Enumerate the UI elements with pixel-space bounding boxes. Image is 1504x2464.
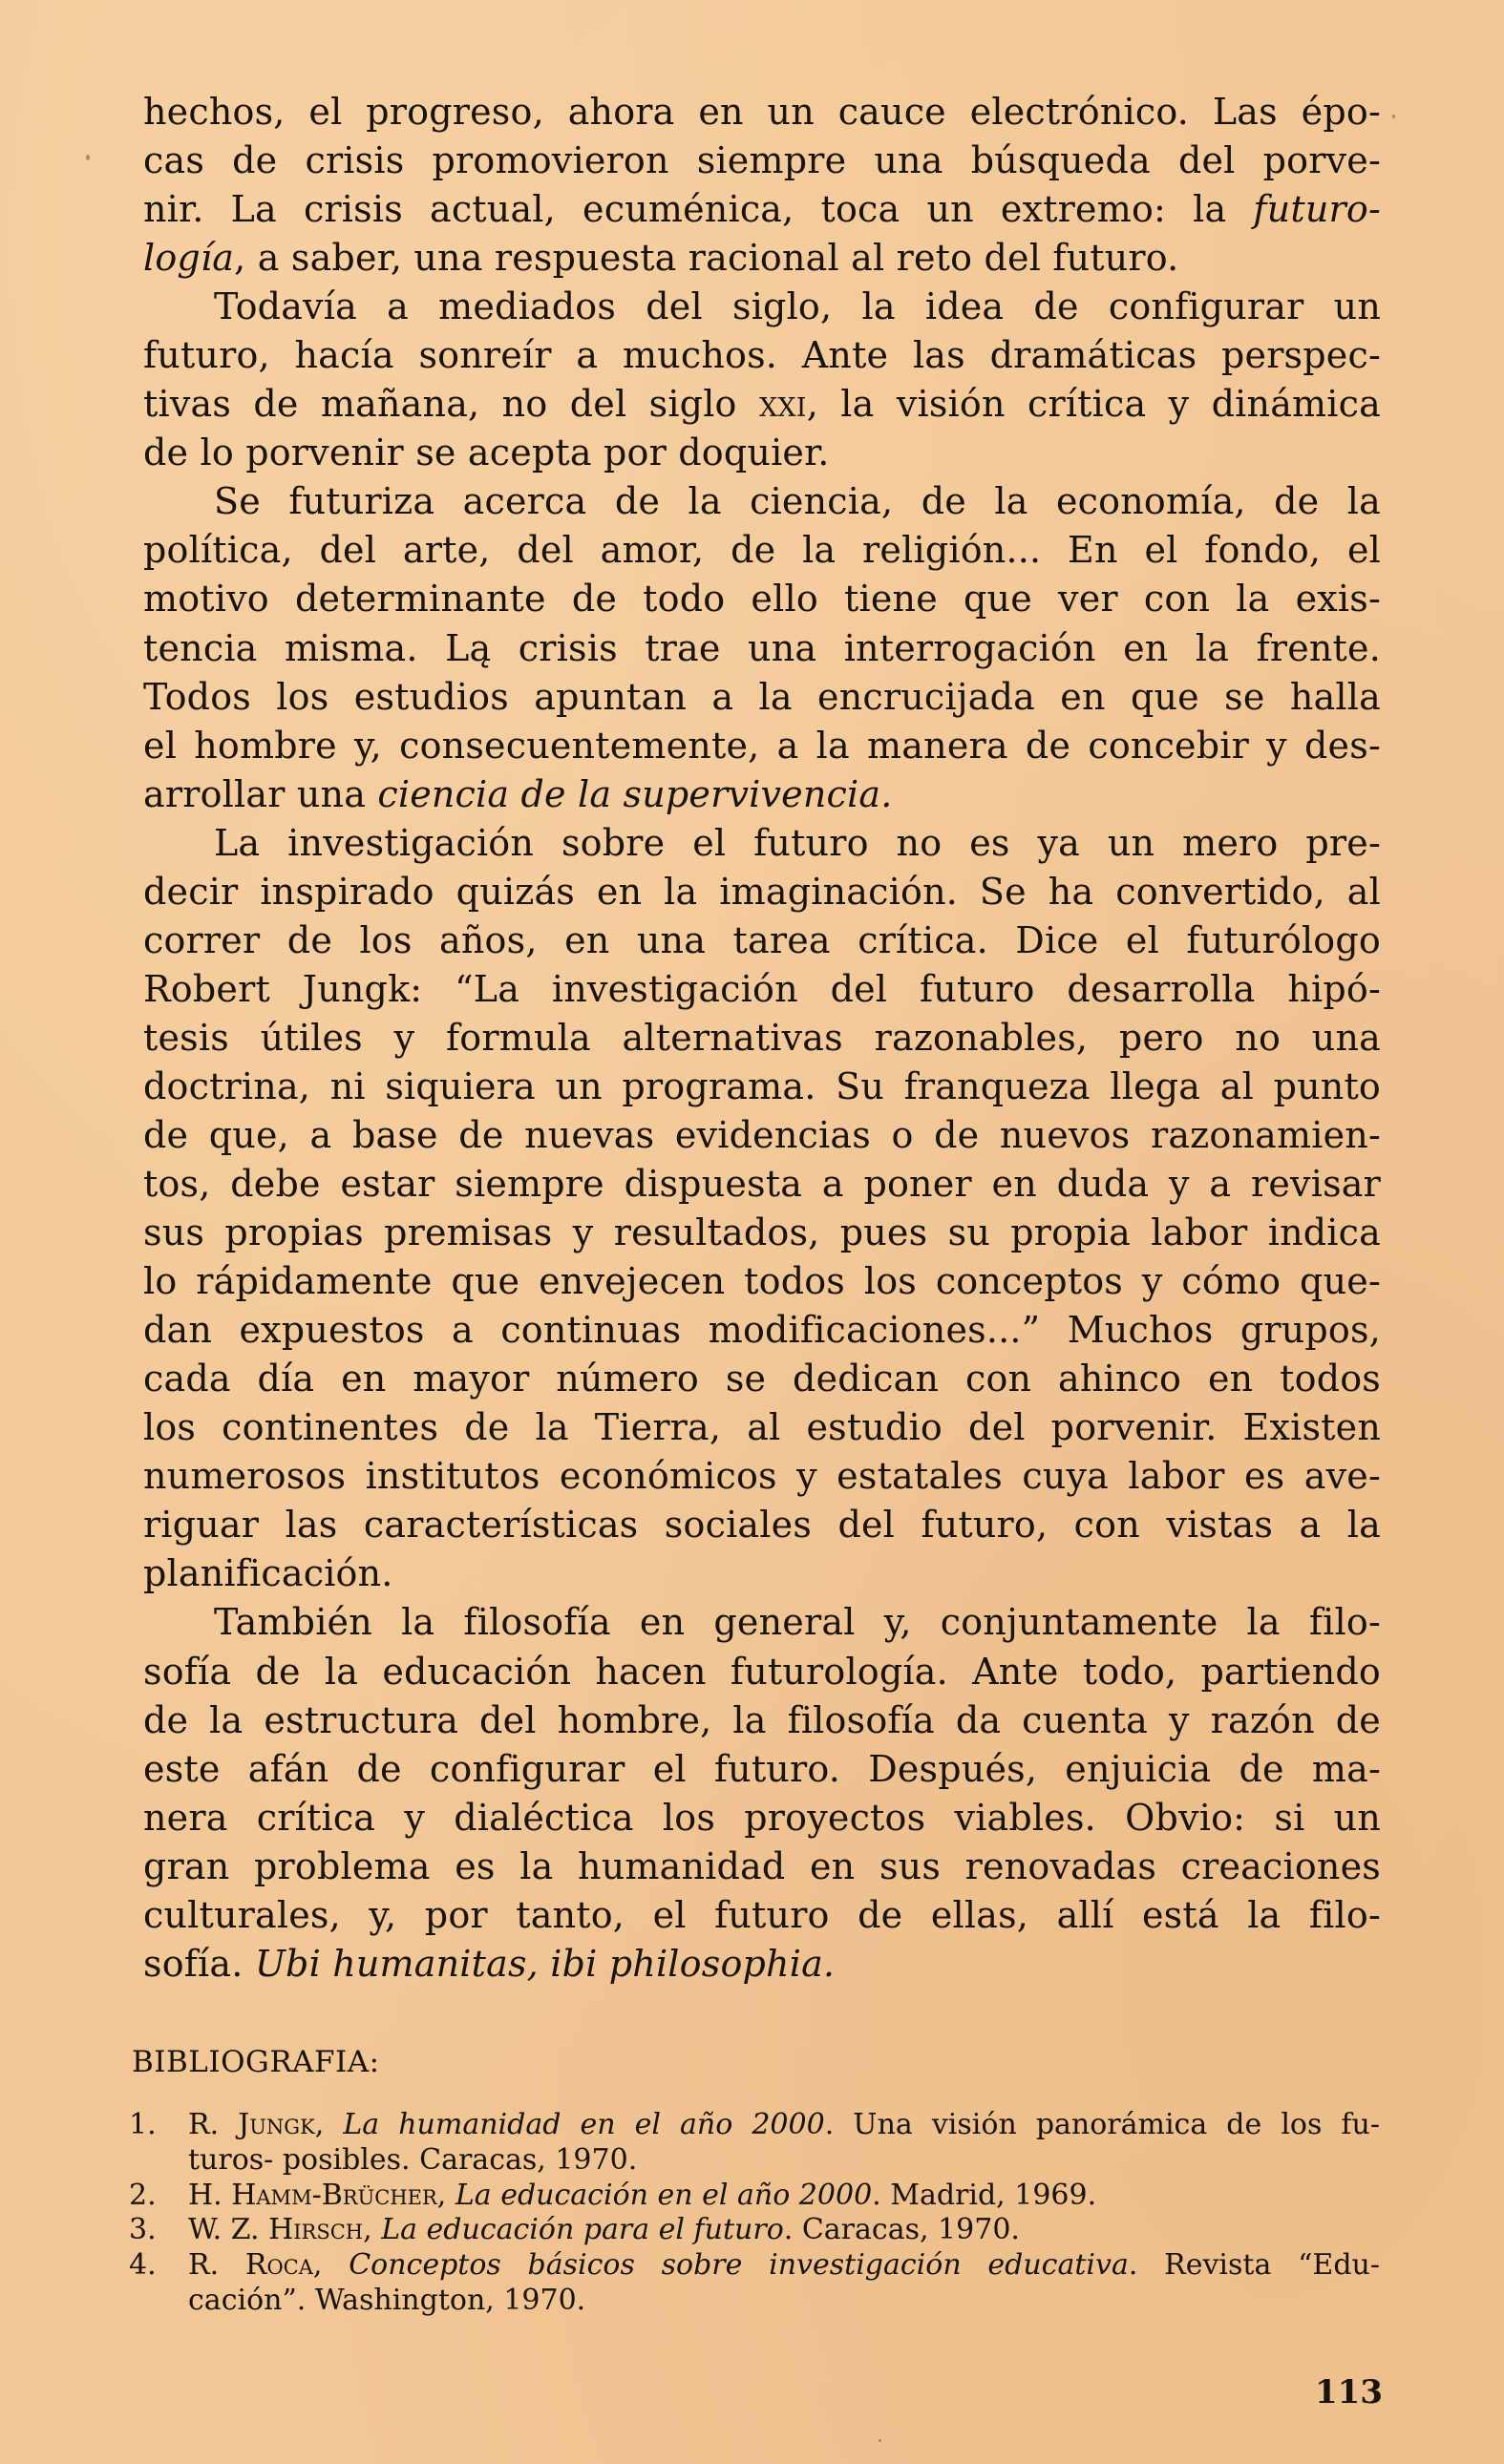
bibliography-author: Hirsch [268,2213,364,2247]
text-segment: , a saber, una respuesta racional al reto del futuro. [234,237,1179,280]
text-segment: riguar las características sociales del futuro, con vistas a la [143,1504,1381,1547]
text-line [143,1111,1381,1160]
paper-speck [879,2439,881,2442]
text-segment: dan expuestos a continuas modificaciones...” Muchos grupos, [143,1309,1381,1352]
text-line [143,673,1381,722]
text-line [143,1794,1381,1843]
text-segment: hechos, el progreso, ahora en un cauce electrónico. Las épo- [143,91,1381,133]
text-segment: lo rápidamente que envejecen todos los conceptos y cómo que- [143,1260,1381,1303]
text-segment: de lo porvenir se acepta por doquier. [143,432,830,474]
text-segment: este afán de configurar el futuro. Después, enjuicia de ma- [143,1747,1381,1790]
paper-speck [1392,115,1395,118]
text-segment: numerosos institutos económicos y estatales cuya labor es ave- [143,1455,1381,1498]
text-segment: xxi [758,383,807,426]
text-segment: Todos los estudios apuntan a la encrucijada en que se halla [143,675,1381,718]
text-segment: arrollar una [143,772,378,815]
text-segment: planificación. [143,1552,393,1595]
bibliography-number: 2. [129,2178,157,2212]
italic-text: futuro- [1253,188,1381,231]
text-line [143,1257,1381,1306]
text-line [143,575,1381,623]
text-line [143,965,1381,1014]
text-line [143,1063,1381,1111]
paper-speck [1005,1179,1007,1182]
text-line [143,526,1381,575]
text-segment: También la filosofía en general y, conjuntamente la filo- [214,1601,1381,1644]
text-line [143,1696,1381,1745]
text-segment: sofía de la educación hacen futurología. Ante todo, partiendo [143,1650,1381,1693]
text-segment: nir. La crisis actual, ecuménica, toca un extremo: la [143,188,1254,231]
italic-text: ciencia de la supervivencia. [377,772,893,815]
bibliography-number: 4. [129,2248,157,2283]
text-segment: Robert Jungk: “La investigación del futuro desarrolla hipó- [143,967,1381,1010]
text-segment: los continentes de la Tierra, al estudio del porvenir. Existen [143,1406,1381,1449]
bibliography-heading: BIBLIOGRAFIA: [132,2045,380,2079]
bibliography-title: La humanidad en el año 2000 [343,2108,825,2141]
text-segment: W. Z. [188,2213,269,2247]
text-line [143,1891,1381,1940]
text-line [143,429,1381,477]
italic-text: Ubi humanitas, ibi philosophia. [254,1942,836,1985]
bibliography-list [129,2108,1380,2319]
bibliography-title: Conceptos básicos sobre investigación educativa [349,2248,1129,2283]
text-segment: La investigación sobre el futuro no es ya un mero pre- [214,821,1381,864]
bibliography-entry-line [129,2108,1380,2143]
text-segment: futuro, hacía sonreír a muchos. Ante las dramáticas perspec- [143,334,1381,377]
text-segment: Se futuriza acerca de la ciencia, de la economía, de la [214,480,1381,523]
bibliography-entry-line [129,2179,1380,2214]
bibliography-entry-line [129,2143,1380,2179]
bibliography-entry-line [129,2248,1380,2284]
bibliography-entry-line [129,2213,1380,2248]
text-segment: tos, debe estar siempre dispuesta a poner en duda y a revisar [143,1163,1381,1206]
text-segment: Todavía a mediados del siglo, la idea de configurar un [214,285,1381,328]
text-segment: R. [188,2108,239,2141]
text-line [143,234,1381,283]
bibliography-author: Roca [244,2248,313,2283]
text-line [143,1209,1381,1257]
text-segment: decir inspirado quizás en la imaginación. Se ha convertido, al [143,870,1381,913]
text-segment: , [436,2178,455,2212]
text-line [143,283,1381,331]
bibliography-author: Jungk [238,2108,315,2141]
page-number: 113 [1315,2373,1383,2411]
text-line [143,1648,1381,1696]
bibliography-number: 3. [129,2213,157,2247]
italic-text: logía [143,237,235,280]
body-text [143,88,1381,1989]
text-line [143,185,1381,234]
text-line [143,1501,1381,1549]
bibliography-entry-line [129,2284,1380,2319]
text-segment: , [363,2213,382,2247]
text-line [143,819,1381,868]
text-line [143,137,1381,185]
text-line [143,1745,1381,1794]
text-segment: . Caracas, 1970. [783,2213,1020,2247]
text-line [143,1598,1381,1647]
text-segment: , [314,2108,344,2141]
text-segment: culturales, y, por tanto, el futuro de ellas, allí está la filo- [143,1893,1381,1936]
bibliography-title: La educación para el futuro [381,2213,784,2247]
text-line [143,770,1381,819]
paper-speck [86,155,90,160]
text-segment: tencia misma. Lą crisis trae una interrogación en la frente. [143,626,1381,669]
text-segment: tivas de mañana, no del siglo [143,383,759,426]
text-line [143,477,1381,526]
text-segment: turos- posibles. Caracas, 1970. [188,2142,638,2177]
text-segment: . Una visión panorámica de los fu- [824,2108,1380,2141]
text-line [143,1160,1381,1209]
text-line [143,331,1381,380]
text-line [143,868,1381,916]
text-segment: , la visión crítica y dinámica [806,383,1381,426]
text-line [143,1355,1381,1403]
text-segment: de la estructura del hombre, la filosofía da cuenta y razón de [143,1698,1381,1741]
bibliography-title: La educación en el año 2000 [455,2178,873,2212]
text-line [143,1306,1381,1355]
text-segment: cación”. Washington, 1970. [188,2283,586,2317]
text-segment: doctrina, ni siquiera un programa. Su franqueza llega al punto [143,1064,1381,1107]
text-segment: R. [188,2248,245,2283]
text-segment: de que, a base de nuevas evidencias o de nuevos razonamien- [143,1113,1381,1156]
text-segment: sus propias premisas y resultados, pues su propia labor indica [143,1211,1381,1254]
text-segment: sofía. [143,1942,255,1985]
text-segment: gran problema es la humanidad en sus renovadas creaciones [143,1844,1381,1887]
text-segment: tesis útiles y formula alternativas razonables, pero no una [143,1016,1381,1059]
text-segment: motivo determinante de todo ello tiene que ver con la exis- [143,578,1381,621]
bibliography-author: Hamm-Brücher [231,2178,437,2212]
text-segment: política, del arte, del amor, de la religión... En el fondo, el [143,529,1381,572]
text-line [143,1940,1381,1989]
bibliography-number: 1. [129,2108,157,2141]
text-line [143,1403,1381,1452]
text-segment: nera crítica y dialéctica los proyectos viables. Obvio: si un [143,1796,1381,1839]
text-line [143,916,1381,965]
text-line [143,1452,1381,1501]
text-line [143,624,1381,673]
text-segment: H. [188,2178,232,2212]
text-segment: , [312,2248,350,2283]
text-line [143,1014,1381,1063]
text-segment: cas de crisis promovieron siempre una búsqueda del porve- [143,139,1381,182]
text-line [143,380,1381,429]
text-segment: cada día en mayor número se dedican con ahinco en todos [143,1358,1381,1400]
text-line [143,1843,1381,1891]
text-segment: correr de los años, en una tarea crítica. Dice el futurólogo [143,918,1381,961]
text-line [143,88,1381,137]
text-line [143,722,1381,770]
text-segment: el hombre y, consecuentemente, a la manera de concebir y des- [143,724,1381,767]
text-segment: . Madrid, 1969. [872,2178,1097,2212]
text-line [143,1549,1381,1598]
text-segment: . Revista “Edu- [1128,2248,1380,2283]
